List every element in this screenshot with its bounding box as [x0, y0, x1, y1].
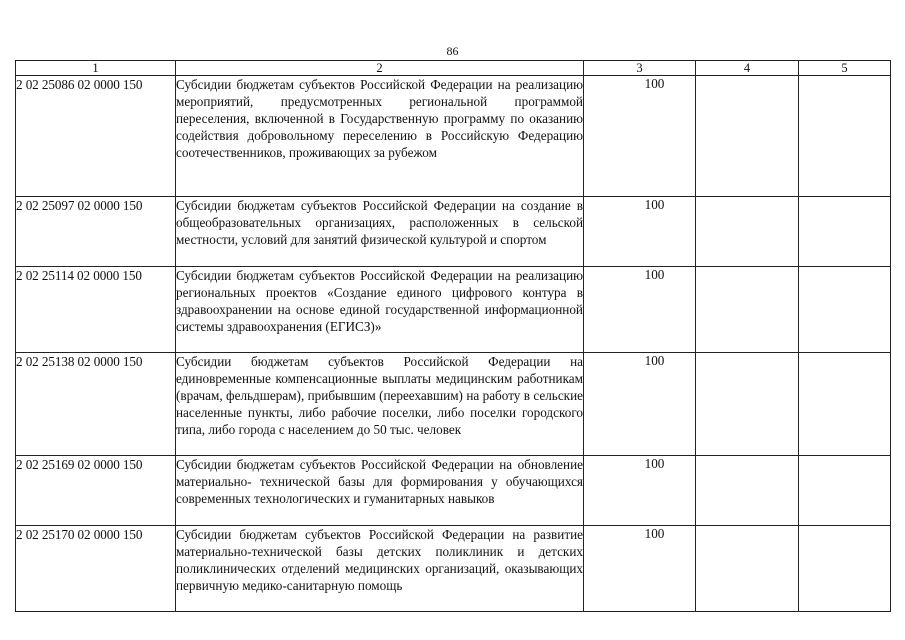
subsidy-description: Субсидии бюджетам субъектов Российской Федерации на реализацию региональных проектов «Создание единого цифрового контура в здравоохранении на основе единой государственной информационной системы здравоохранения (ЕГИСЗ)» [176, 267, 584, 353]
value-col4 [696, 353, 799, 456]
subsidy-description: Субсидии бюджетам субъектов Российской Федерации на развитие материально-технической базы детских поликлиник и детских поликлинических отделений медицинских организаций, оказывающих первичную медико-санитарную помощь [176, 526, 584, 612]
budget-code: 2 02 25097 02 0000 150 [16, 197, 176, 267]
value-col3-text: 100 [644, 526, 665, 541]
budget-table [15, 60, 891, 612]
value-col3-text: 100 [644, 76, 665, 91]
column-header-5: 5 [799, 61, 891, 76]
budget-code: 2 02 25169 02 0000 150 [16, 456, 176, 526]
value-col5 [799, 267, 891, 353]
value-col3-text: 100 [644, 197, 665, 212]
subsidy-description: Субсидии бюджетам субъектов Российской Федерации на создание в общеобразовательных организациях, расположенных в сельской местности, условий для занятий физической культурой и спортом [176, 197, 584, 267]
table-row [16, 526, 891, 612]
value-col3-text: 100 [644, 267, 665, 282]
table-row [16, 197, 891, 267]
table-row [16, 76, 891, 197]
budget-code: 2 02 25114 02 0000 150 [16, 267, 176, 353]
value-col4 [696, 526, 799, 612]
value-col3 [584, 267, 696, 353]
value-col3 [584, 76, 696, 197]
budget-code: 2 02 25138 02 0000 150 [16, 353, 176, 456]
value-col5 [799, 76, 891, 197]
value-col4 [696, 197, 799, 267]
table-row [16, 456, 891, 526]
subsidy-description: Субсидии бюджетам субъектов Российской Федерации на обновление материально- технической базы для формирования у обучающихся современных технологических и гуманитарных навыков [176, 456, 584, 526]
table-header-row [16, 61, 891, 76]
column-header-2: 2 [176, 61, 584, 76]
value-col4 [696, 76, 799, 197]
value-col4 [696, 456, 799, 526]
value-col5 [799, 456, 891, 526]
table-row [16, 353, 891, 456]
value-col5 [799, 526, 891, 612]
subsidy-description: Субсидии бюджетам субъектов Российской Федерации на реализацию мероприятий, предусмотренных региональной программой переселения, включенной в Государственную программу по оказанию содействия добровольному переселению в Российскую Федерацию соотечественников, проживающих за рубежом [176, 76, 584, 197]
value-col3 [584, 456, 696, 526]
value-col5 [799, 197, 891, 267]
budget-code: 2 02 25086 02 0000 150 [16, 76, 176, 197]
value-col3-text: 100 [644, 456, 665, 471]
value-col4 [696, 267, 799, 353]
column-header-3: 3 [584, 61, 696, 76]
value-col5 [799, 353, 891, 456]
value-col3 [584, 353, 696, 456]
budget-code: 2 02 25170 02 0000 150 [16, 526, 176, 612]
subsidy-description: Субсидии бюджетам субъектов Российской Федерации на единовременные компенсационные выплаты медицинским работникам (врачам, фельдшерам), прибывшим (переехавшим) на работу в сельские населенные пункты, либо рабочие поселки, либо поселки городского типа, либо города с населением до 50 тыс. человек [176, 353, 584, 456]
column-header-1: 1 [16, 61, 176, 76]
value-col3 [584, 526, 696, 612]
page-number: 86 [446, 44, 459, 58]
table-row [16, 267, 891, 353]
value-col3 [584, 197, 696, 267]
value-col3-text: 100 [644, 353, 665, 368]
column-header-4: 4 [696, 61, 799, 76]
